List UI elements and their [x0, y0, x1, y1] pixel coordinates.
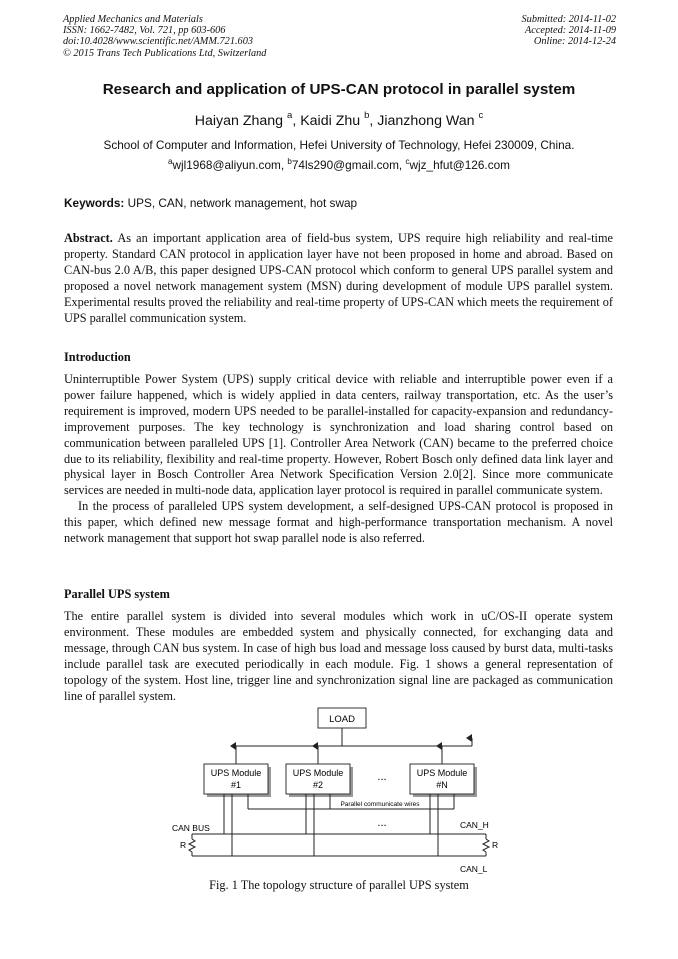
email-address: 74ls290@gmail.com	[291, 158, 399, 172]
keywords-label: Keywords:	[64, 196, 125, 210]
submitted-date: Submitted: 2014-11-02	[521, 14, 616, 25]
section-heading-introduction: Introduction	[64, 350, 131, 364]
paragraph: The entire parallel system is divided into several modules which work in uC/OS-II operate system environment. These modules are embedded system and physically connected, for exchanging data and message, through CAN bus system. In case of high bus load and message loss caused by burst data, multi-tasks include parallel task are executed periodically in each module. Fig. 1 shows a general representation of topology of the system. Host line, trigger line and synchronization signal line are packaged as communication line of parallel system.	[64, 609, 613, 703]
paragraph: Uninterruptible Power System (UPS) supply critical device with reliable and interruptible power even if a power failure happened, which is widely applied in data centers, railway transportation, etc. As the user’s requirement is improved, modern UPS needed to be parallel-installed for capacity-expansion and redundancy-improvement purposes. The key technology is synchronization and load sharing control based on communication between paralleled UPS [1]. Controller Area Network (CAN) became to the preferred choice due to its reliability, flexibility and real-time property. However, Robert Bosch only defined data link layer and physical layer in Bosch Controller Area Network Specification Version 2.0[2]. Since more communicate services are needed in multi-node data, application layer protocol is required in parallel communicate system.	[64, 372, 613, 498]
journal-issn: ISSN: 1662-7482, Vol. 721, pp 603-606	[63, 25, 226, 37]
abstract	[64, 231, 613, 326]
resistor-right-label: R	[492, 840, 499, 850]
email-list: $^a$wjl1968@aliyun.com, $^b$74ls290@gmail.com, $^c$wjz_hfut@126.com	[168, 157, 510, 172]
paper-title: Research and application of UPS-CAN protocol in parallel system	[102, 81, 576, 98]
bus-ellipsis: ...	[377, 817, 387, 829]
keywords	[64, 196, 357, 210]
paragraph: In the process of paralleled UPS system development, a self-designed UPS-CAN protocol is proposed in this paper, which defined new message format and high-performance transportation mechanism. A novel network management that support hot swap parallel node is also referred.	[64, 499, 613, 546]
author-sup: a	[287, 110, 293, 121]
ups-module-2-label: UPS Module	[292, 768, 344, 778]
keywords-text: UPS, CAN, network management, hot swap	[127, 196, 358, 210]
ups-module-1-label: UPS Module	[210, 768, 262, 778]
introduction-body	[64, 372, 613, 547]
author-name: Jianzhong Wan	[377, 113, 475, 129]
journal-doi: doi:10.4028/www.scientific.net/AMM.721.603	[63, 36, 253, 48]
can-h-label: CAN_H	[460, 820, 489, 830]
load-label: LOAD	[329, 714, 355, 725]
figure-caption: Fig. 1 The topology structure of parallel UPS system	[209, 878, 469, 892]
online-date: Online: 2014-12-24	[533, 36, 616, 48]
author-name: Kaidi Zhu	[300, 113, 361, 129]
author-sup: c	[478, 110, 484, 121]
submission-dates	[522, 14, 616, 48]
accepted-date: Accepted: 2014-11-09	[524, 25, 616, 37]
parallel-ups-body	[64, 609, 613, 704]
journal-info	[63, 14, 266, 59]
email-address: wjz_hfut@126.com	[409, 158, 510, 172]
modules-ellipsis: ...	[377, 771, 387, 783]
resistor-left-icon	[189, 839, 195, 852]
abstract-text: As an important application area of field-bus system, UPS require high reliability and real-time property. Standard CAN protocol in application layer have not been proposed in home and abroad. Based on CAN-bus 2.0 A/B, this paper designed UPS-CAN protocol which conform to general UPS parallel system and proposed a novel network management system (MSN) during development of module UPS parallel system. Experimental results proved the reliability and real-time property of UPS-CAN which meets the requirement of UPS parallel communication system.	[64, 231, 613, 325]
can-l-label: CAN_L	[460, 864, 488, 874]
ups-module-1-number: #1	[230, 780, 242, 790]
email-sup: c	[405, 157, 410, 166]
resistor-right-icon	[483, 839, 489, 852]
can-bus-label: CAN BUS	[172, 823, 210, 833]
ups-module-n-label: UPS Module	[416, 768, 468, 778]
email-sup: a	[168, 157, 173, 166]
author-sup: b	[364, 110, 370, 121]
author-name: Haiyan Zhang	[194, 113, 284, 129]
email-address: wjl1968@aliyun.com	[172, 158, 281, 172]
journal-copyright: © 2015 Trans Tech Publications Ltd, Switzerland	[63, 47, 267, 59]
author-list: Haiyan Zhang $^a$, Kaidi Zhu $^b$, Jianzhong Wan $^c$	[194, 110, 484, 129]
abstract-label: Abstract.	[64, 231, 113, 245]
email-sup: b	[287, 157, 292, 166]
parallel-wires-label: Parallel communicate wires	[340, 801, 420, 808]
ups-module-2-number: #2	[312, 780, 324, 790]
affiliation: School of Computer and Information, Hefei University of Technology, Hefei 230009, China.	[103, 138, 575, 152]
topology-diagram	[170, 706, 500, 876]
section-heading-parallel-ups: Parallel UPS system	[64, 587, 170, 601]
ups-module-n-number: #N	[436, 780, 448, 790]
resistor-left-label: R	[180, 840, 187, 850]
journal-name: Applied Mechanics and Materials	[63, 14, 203, 25]
